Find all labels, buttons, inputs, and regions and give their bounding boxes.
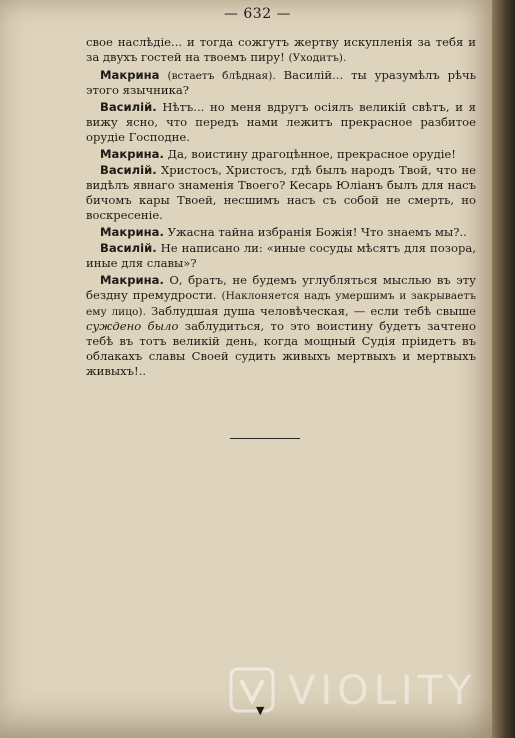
text: Христосъ, Христосъ, гдѣ былъ народъ Твой, что не видѣлъ явнаго знаменія Твоего? Кесарь Юліанъ былъ для насъ бичомъ кары Твоей, несшимъ насъ съ собой не смерть, но воскресеніе. — [86, 163, 477, 222]
paragraph-2 — [86, 68, 476, 99]
paragraph-4 — [86, 147, 476, 162]
speaker-name: Макрина. — [100, 272, 164, 287]
text: Заблудшая душа человѣческая, — если тебѣ свыше — [150, 303, 476, 318]
speaker-name: Макрина. — [100, 146, 164, 161]
speaker-name: Макрина. — [100, 224, 164, 239]
stage-direction: (встаетъ блѣдная). — [167, 69, 276, 82]
paragraph-8 — [86, 273, 476, 379]
text: Василій... ты уразумѣлъ рѣчь этого язычника? — [86, 67, 477, 98]
violity-logo-icon — [228, 666, 276, 714]
page-bottom-mark: ▼ — [256, 704, 265, 717]
paragraph-1 — [86, 35, 476, 66]
play-text — [86, 35, 476, 379]
stage-direction: (Уходитъ). — [288, 51, 347, 64]
speaker-name: Василій. — [100, 241, 157, 256]
text: заблудиться, то это воистину будетъ зачтено тебѣ въ тотъ великій день, когда мощный Судія пріидетъ въ облакахъ славы Своей судить живыхъ мертвыхъ и мертвыхъ живыхъ!.. — [86, 319, 476, 378]
speaker-name: Василій. — [100, 100, 157, 115]
speaker-name: Василій. — [100, 163, 157, 178]
text: Нѣтъ... но меня вдругъ осіялъ великій свѣтъ, и я вижу ясно, что передъ нами лежитъ прекрасное разбитое орудіе Господне. — [86, 100, 476, 144]
paragraph-6 — [86, 225, 476, 240]
stage-direction: (Наклоняется надъ умершимъ и закрываетъ ему лицо). — [86, 289, 476, 318]
watermark-text: VIOLITY — [288, 668, 477, 714]
text: Да, воистину драгоцѣнное, прекрасное орудіе! — [167, 146, 456, 161]
page-edge — [492, 0, 515, 738]
paragraph-3 — [86, 100, 476, 144]
section-divider — [230, 438, 300, 439]
paragraph-5 — [86, 163, 476, 222]
emphasized-text: суждено было — [86, 319, 179, 334]
text: О, братъ, не будемъ углубляться мыслью въ эту бездну премудрости. — [86, 272, 476, 302]
page-number: — 632 — — [223, 6, 292, 22]
text: свое наслѣдіе... и тогда сожгутъ жертву искупленія за тебя и за двухъ гостей на твоемъ пиру! — [86, 35, 476, 64]
paragraph-7 — [86, 241, 476, 271]
speaker-name: Макрина — [100, 67, 160, 82]
text: Ужасна тайна избранія Божія! Что знаемъ мы?.. — [167, 224, 467, 239]
text: Не написано ли: «иные сосуды мѣсятъ для позора, иные для славы»? — [86, 241, 477, 271]
watermark — [228, 664, 508, 720]
